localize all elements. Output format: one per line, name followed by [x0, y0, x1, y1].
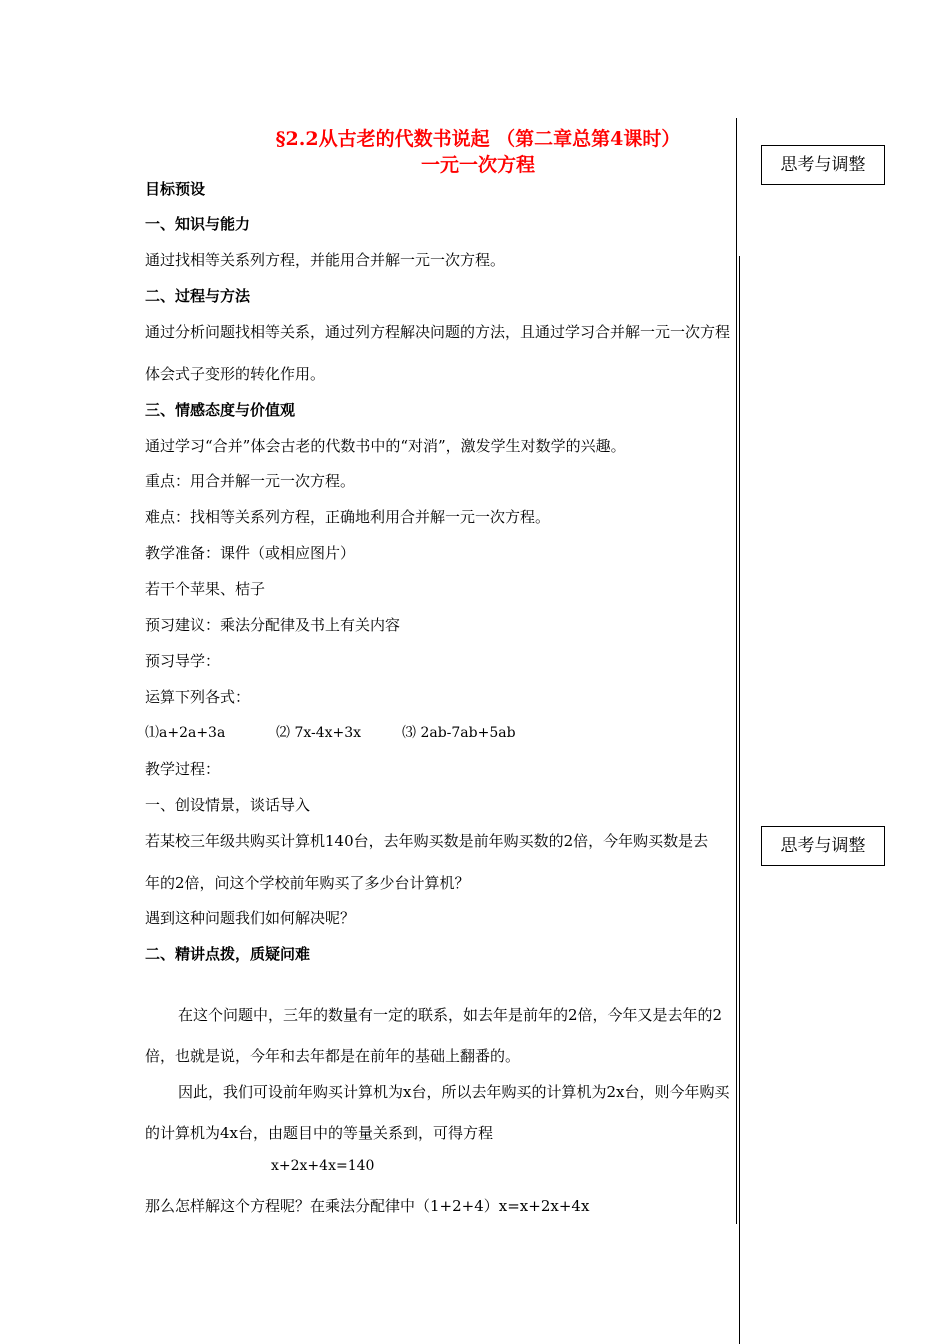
intro-heading: 一、创设情景，谈话导入 [145, 796, 311, 814]
knowledge-text: 通过找相等关系列方程，并能用合并解一元一次方程。 [145, 251, 506, 269]
preview-advice: 预习建议：乘法分配律及书上有关内容 [145, 616, 401, 634]
equation: x+2x+4x=140 [271, 1158, 375, 1174]
explain-text-3: 因此，我们可设前年购买计算机为x台，所以去年购买的计算机为2x台，则今年购买 [178, 1083, 730, 1101]
key-point: 重点：用合并解一元一次方程。 [145, 472, 356, 490]
process-label: 教学过程： [145, 760, 221, 778]
intro-text-2: 年的2倍，问这个学校前年购买了多少台计算机？ [145, 874, 470, 892]
difficulty: 难点：找相等关系列方程，正确地利用合并解一元一次方程。 [145, 508, 551, 526]
expression-3: ⑶ 2ab-7ab+5ab [402, 725, 516, 741]
preview-guide: 预习导学： [145, 652, 221, 670]
process-text-2: 体会式子变形的转化作用。 [145, 365, 326, 383]
question-text: 那么怎样解这个方程呢？在乘法分配律中（1+2+4）x=x+2x+4x [145, 1197, 590, 1215]
explain-text-1: 在这个问题中，三年的数量有一定的联系，如去年是前年的2倍，今年又是去年的2 [178, 1006, 723, 1024]
margin-box-reflect-2: 思考与调整 [761, 826, 885, 866]
teaching-prep: 教学准备：课件（或相应图片） [145, 544, 356, 562]
explain-text-4: 的计算机为4x台，由题目中的等量关系到，可得方程 [145, 1124, 494, 1142]
emotion-heading: 三、情感态度与价值观 [145, 401, 296, 419]
margin-rule-right [739, 256, 740, 1344]
expression-1: ⑴a+2a+3a [145, 725, 226, 741]
explain-text-2: 倍，也就是说，今年和去年都是在前年的基础上翻番的。 [145, 1047, 521, 1065]
margin-rule-left [736, 118, 737, 1224]
compute-heading: 运算下列各式： [145, 688, 251, 706]
expression-2: ⑵ 7x-4x+3x [276, 725, 362, 741]
intro-text-3: 遇到这种问题我们如何解决呢？ [145, 909, 356, 927]
margin-box-reflect: 思考与调整 [761, 145, 885, 185]
page-subtitle: 一元一次方程 [420, 154, 535, 176]
explain-heading: 二、精讲点拨，质疑问难 [145, 945, 311, 963]
process-heading: 二、过程与方法 [145, 287, 251, 305]
goals-heading: 目标预设 [145, 180, 206, 198]
materials: 若干个苹果、桔子 [145, 580, 266, 598]
intro-text-1: 若某校三年级共购买计算机140台，去年购买数是前年购买数的2倍，今年购买数是去 [145, 832, 709, 850]
knowledge-heading: 一、知识与能力 [145, 215, 251, 233]
emotion-text: 通过学习“合并”体会古老的代数书中的“对消”，激发学生对数学的兴趣。 [145, 437, 626, 455]
process-text-1: 通过分析问题找相等关系，通过列方程解决问题的方法，且通过学习合并解一元一次方程 [145, 323, 731, 341]
page-title: §2.2从古老的代数书说起 （第二章总第4课时） [275, 128, 681, 150]
